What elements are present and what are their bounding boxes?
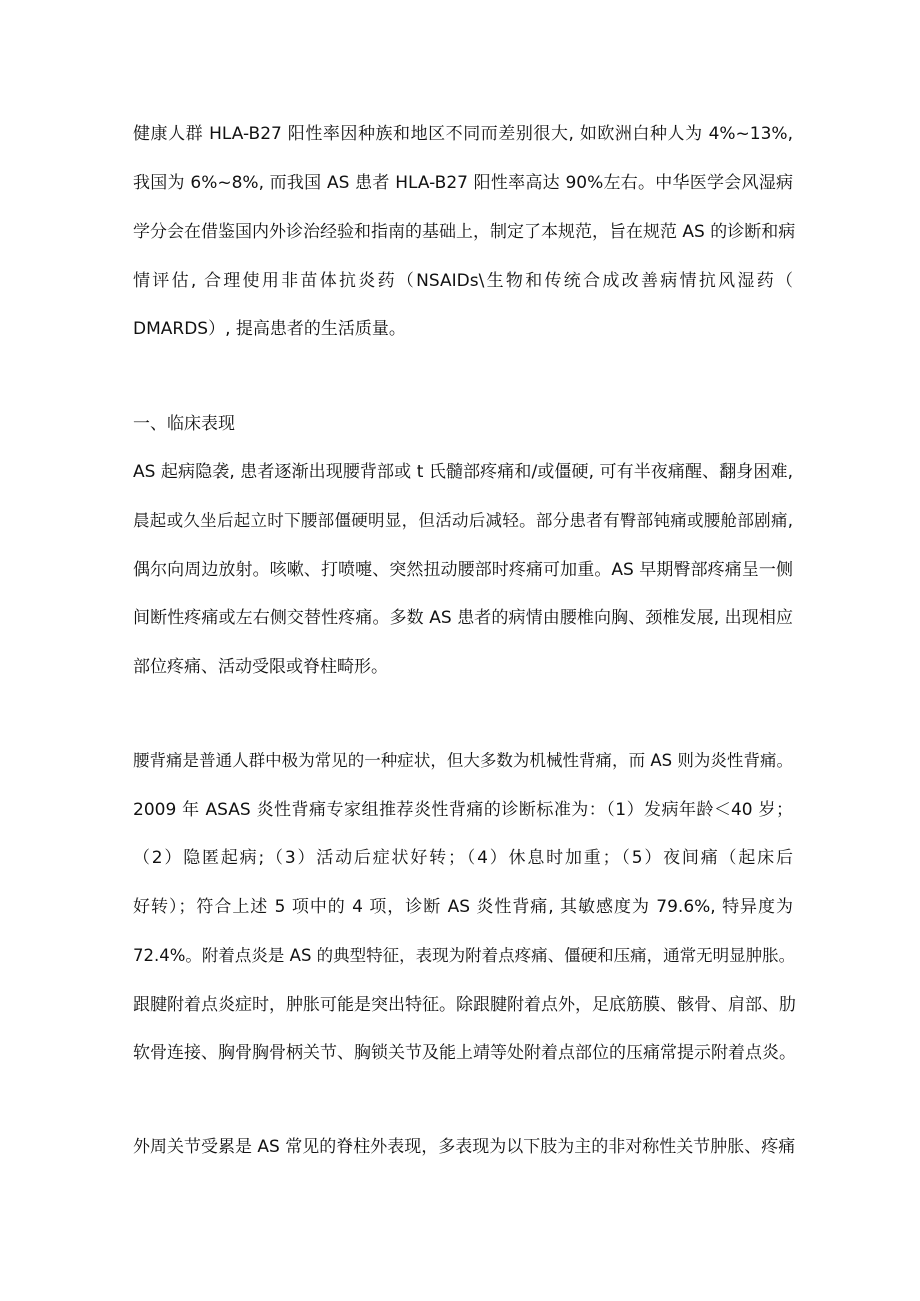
- text-line: 跟腱附着点炎症时，肿胀可能是突出特征。除跟腱附着点外，足底筋膜、骸骨、肩部、肋: [133, 995, 796, 1015]
- text-line: DMARDS）, 提高患者的生活质量。: [133, 319, 406, 339]
- text-line: 软骨连接、胸骨胸骨柄关节、胸锁关节及能上靖等处附着点部位的压痛常提示附着点炎。: [133, 1043, 796, 1063]
- text-line: 2009 年 ASAS 炎性背痛专家组推荐炎性背痛的诊断标准为：（1）发病年龄＜40 岁；: [133, 800, 793, 820]
- text-line: 情评估, 合理使用非苗体抗炎药（NSAIDs\生物和传统合成改善病情抗风湿药（: [133, 271, 793, 291]
- text-line: AS 起病隐袭, 患者逐渐出现腰背部或 t 氏髓部疼痛和/或僵硬, 可有半夜痛醒、翻身困难,: [133, 462, 793, 482]
- text-line: 偶尔向周边放射。咳嗽、打喷嚏、突然扭动腰部时疼痛可加重。AS 早期臀部疼痛呈一侧: [133, 560, 793, 580]
- text-line: 我国为 6%~8%, 而我国 AS 患者 HLA-B27 阳性率高达 90%左右。中华医学会风湿病: [133, 173, 793, 193]
- text-line: 晨起或久坐后起立时下腰部僵硬明显，但活动后减轻。部分患者有臀部钝痛或腰舱部剧痛,: [133, 511, 793, 530]
- section-heading: 一、临床表现: [133, 414, 235, 434]
- text-line: （2）隐匿起病;（3）活动后症状好转；（4）休息时加重；（5）夜间痛（起床后: [133, 848, 793, 868]
- text-line: 间断性疼痛或左右侧交替性疼痛。多数 AS 患者的病情由腰椎向胸、颈椎发展, 出现相应: [133, 608, 793, 628]
- text-line: 腰背痛是普通人群中极为常见的一种症状，但大多数为机械性背痛，而 AS 则为炎性背痛。: [133, 751, 793, 770]
- text-line: 学分会在借鉴国内外诊治经验和指南的基础上，制定了本规范，旨在规范 AS 的诊断和病: [133, 222, 796, 242]
- text-line: 好转）；符合上述 5 项中的 4 项，诊断 AS 炎性背痛, 其敏感度为 79.6%, 特异度为: [133, 897, 793, 917]
- text-line: 72.4%。附着点炎是 AS 的典型特征，表现为附着点疼痛、僵硬和压痛，通常无明显肿胀。: [133, 946, 796, 965]
- text-line: 健康人群 HLA-B27 阳性率因种族和地区不同而差别很大, 如欧洲白种人为 4%~13%,: [133, 124, 793, 144]
- text-line: 外周关节受累是 AS 常见的脊柱外表现，多表现为以下肢为主的非对称性关节肿胀、疼痛: [133, 1137, 796, 1157]
- text-line: 部位疼痛、活动受限或脊柱畸形。: [133, 657, 388, 677]
